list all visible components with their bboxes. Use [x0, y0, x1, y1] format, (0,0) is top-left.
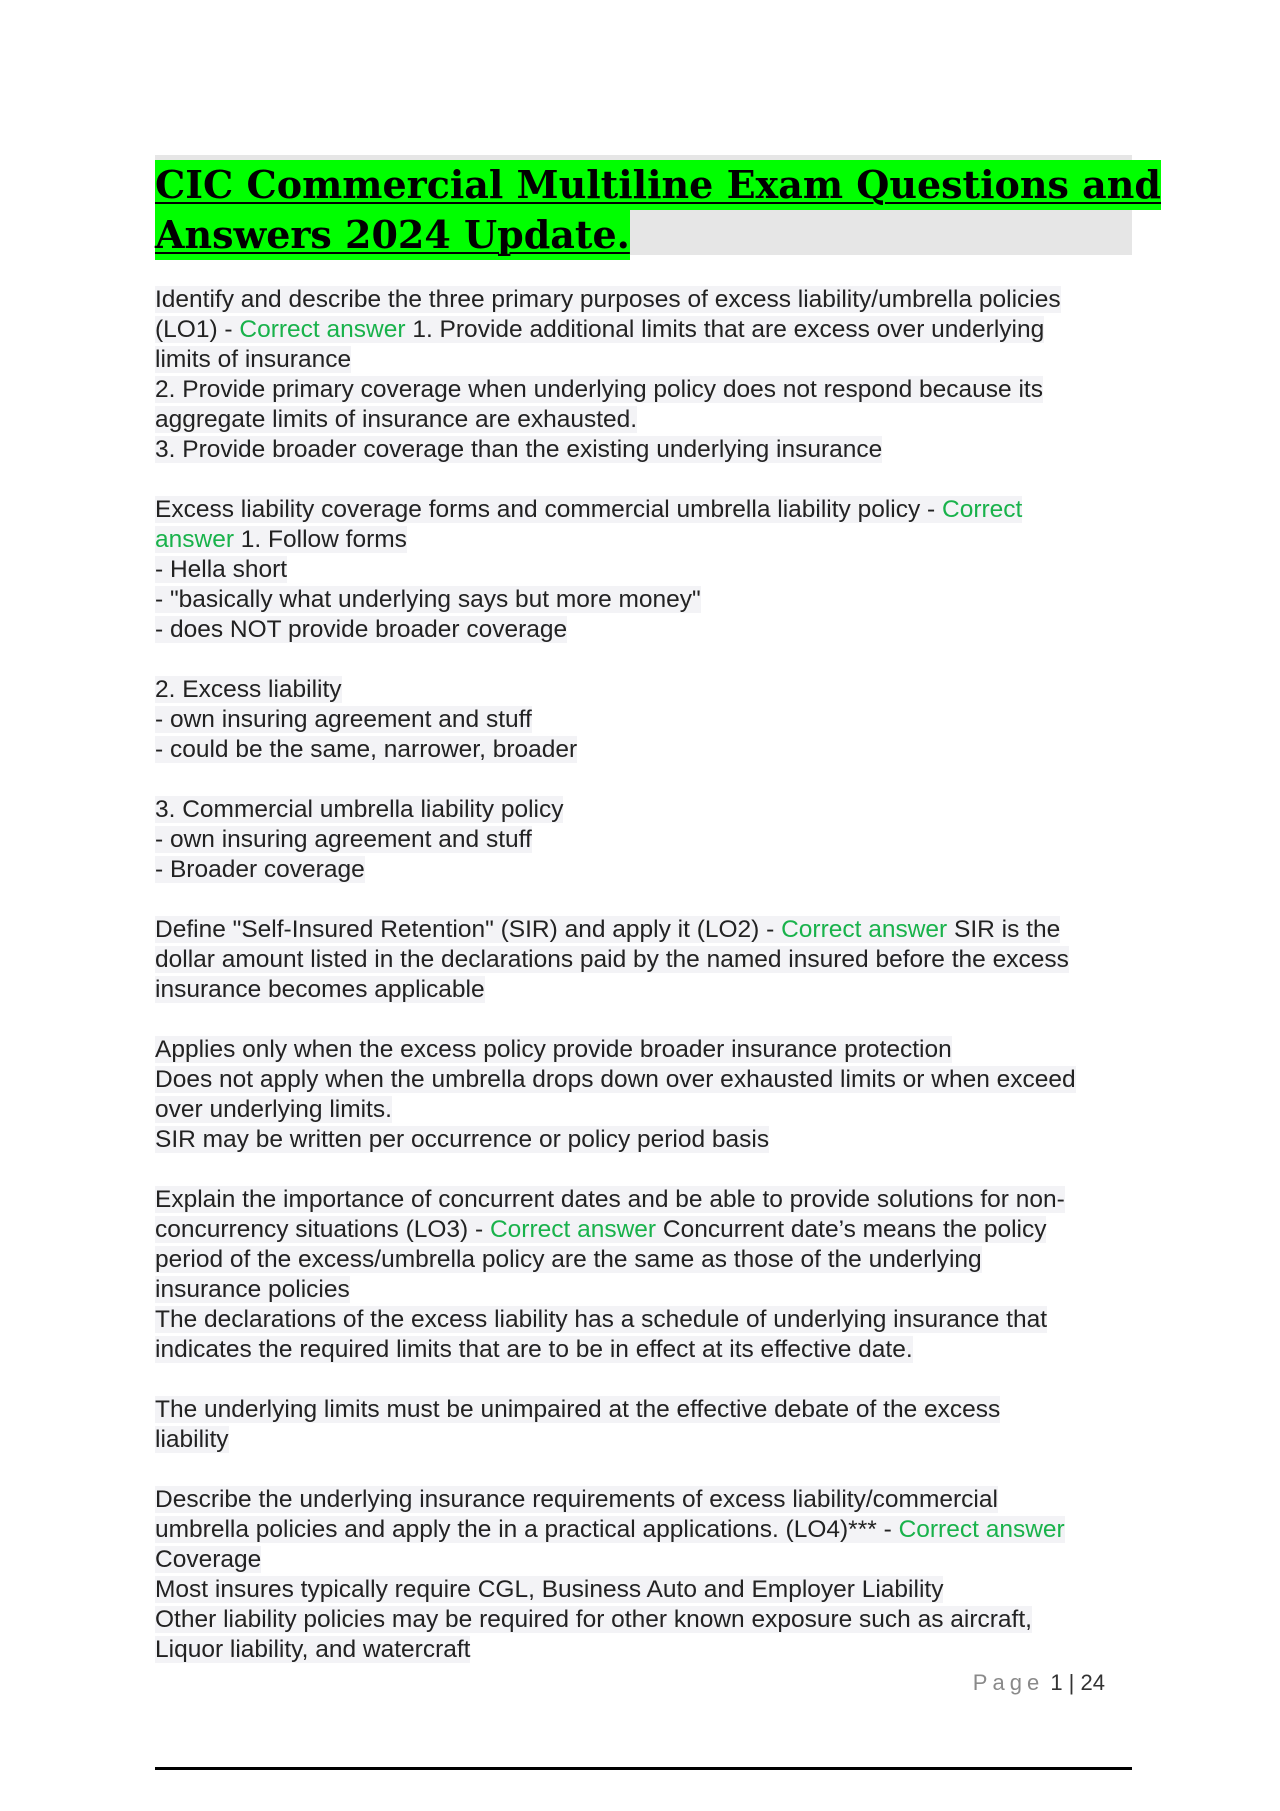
answer-text: - does NOT provide broader coverage	[155, 616, 568, 643]
answer-text: SIR may be written per occurrence or policy period basis	[155, 1126, 770, 1153]
answer-text: Most insures typically require CGL, Business Auto and Employer Liability	[155, 1576, 944, 1603]
footer-divider	[155, 1767, 1132, 1770]
answer-text: Other liability policies may be required for other known exposure such as aircraft,	[155, 1606, 1032, 1633]
answer-text: The underlying limits must be unimpaired at the effective debate of the excess	[155, 1396, 1001, 1423]
qa-excess-liability	[155, 675, 1132, 765]
answer-text: - Broader coverage	[155, 856, 365, 883]
page-number: 1	[1050, 1670, 1063, 1695]
answer-text: period of the excess/umbrella policy are the same as those of the underlying	[155, 1246, 982, 1273]
qa-unimpaired-limits	[155, 1395, 1132, 1455]
answer-text: 1. Follow forms	[233, 526, 407, 553]
answer-text: aggregate limits of insurance are exhausted.	[155, 406, 638, 433]
correct-answer-label: Correct answer	[898, 1516, 1065, 1543]
answer-text: indicates the required limits that are to be in effect at its effective date.	[155, 1336, 913, 1363]
correct-answer-label: answer	[155, 526, 234, 553]
answer-text: 3. Provide broader coverage than the existing underlying insurance	[155, 436, 883, 463]
answer-text: SIR is the	[947, 916, 1061, 943]
answer-text: liability	[155, 1426, 229, 1453]
page-separator: |	[1062, 1670, 1081, 1695]
answer-text: 1. Provide additional limits that are excess over underlying	[405, 316, 1045, 343]
answer-text: insurance policies	[155, 1276, 350, 1303]
answer-text: Concurrent date’s means the policy	[656, 1216, 1047, 1243]
page-footer	[973, 1670, 1105, 1696]
qa-purposes-of-umbrella	[155, 285, 1132, 465]
qa-concurrent-dates	[155, 1185, 1132, 1365]
question-text: Excess liability coverage forms and commercial umbrella liability policy -	[155, 496, 942, 523]
correct-answer-label: Correct	[942, 496, 1023, 523]
question-text: Explain the importance of concurrent dates and be able to provide solutions for non-	[155, 1186, 1065, 1213]
document-title-line-1: CIC Commercial Multiline Exam Questions and	[155, 160, 1161, 210]
answer-text: 2. Provide primary coverage when underlying policy does not respond because its	[155, 376, 1043, 403]
page-word: Page	[972, 1670, 1045, 1695]
qa-commercial-umbrella	[155, 795, 1132, 885]
answer-text: Liquor liability, and watercraft	[155, 1636, 471, 1663]
qa-self-insured-retention	[155, 915, 1132, 1005]
answer-text: insurance becomes applicable	[155, 976, 485, 1003]
question-text: (LO1) -	[155, 316, 240, 343]
question-text: concurrency situations (LO3) -	[155, 1216, 490, 1243]
answer-text: - own insuring agreement and stuff	[155, 706, 532, 733]
correct-answer-label: Correct answer	[239, 316, 406, 343]
answer-text: Does not apply when the umbrella drops down over exhausted limits or when exceed	[155, 1066, 1076, 1093]
question-text: Describe the underlying insurance requirements of excess liability/commercial	[155, 1486, 998, 1513]
correct-answer-label: Correct answer	[489, 1216, 657, 1243]
answer-text: - own insuring agreement and stuff	[155, 826, 532, 853]
qa-excess-forms	[155, 495, 1132, 645]
document-body	[155, 285, 1132, 1695]
answer-text: 3. Commercial umbrella liability policy	[155, 796, 564, 823]
answer-text: limits of insurance	[155, 346, 352, 373]
answer-text: Coverage	[155, 1546, 262, 1573]
correct-answer-label: Correct answer	[781, 916, 948, 943]
answer-text: - Hella short	[155, 556, 288, 583]
answer-text: - "basically what underlying says but more money"	[155, 586, 701, 613]
question-text: umbrella policies and apply the in a practical applications. (LO4)*** -	[155, 1516, 899, 1543]
answer-text: 2. Excess liability	[155, 676, 342, 703]
answer-text: dollar amount listed in the declarations paid by the named insured before the excess	[155, 946, 1069, 973]
document-title-line-2: Answers 2024 Update.	[155, 210, 630, 260]
total-pages: 24	[1080, 1670, 1105, 1695]
answer-text: Applies only when the excess policy provide broader insurance protection	[155, 1036, 952, 1063]
qa-underlying-requirements	[155, 1485, 1132, 1665]
answer-text: - could be the same, narrower, broader	[155, 736, 578, 763]
answer-text: over underlying limits.	[155, 1096, 392, 1123]
question-text: Identify and describe the three primary purposes of excess liability/umbrella policies	[155, 286, 1061, 313]
qa-sir-details	[155, 1035, 1132, 1155]
question-text: Define "Self-Insured Retention" (SIR) and apply it (LO2) -	[155, 916, 782, 943]
answer-text: The declarations of the excess liability has a schedule of underlying insurance that	[155, 1306, 1048, 1333]
